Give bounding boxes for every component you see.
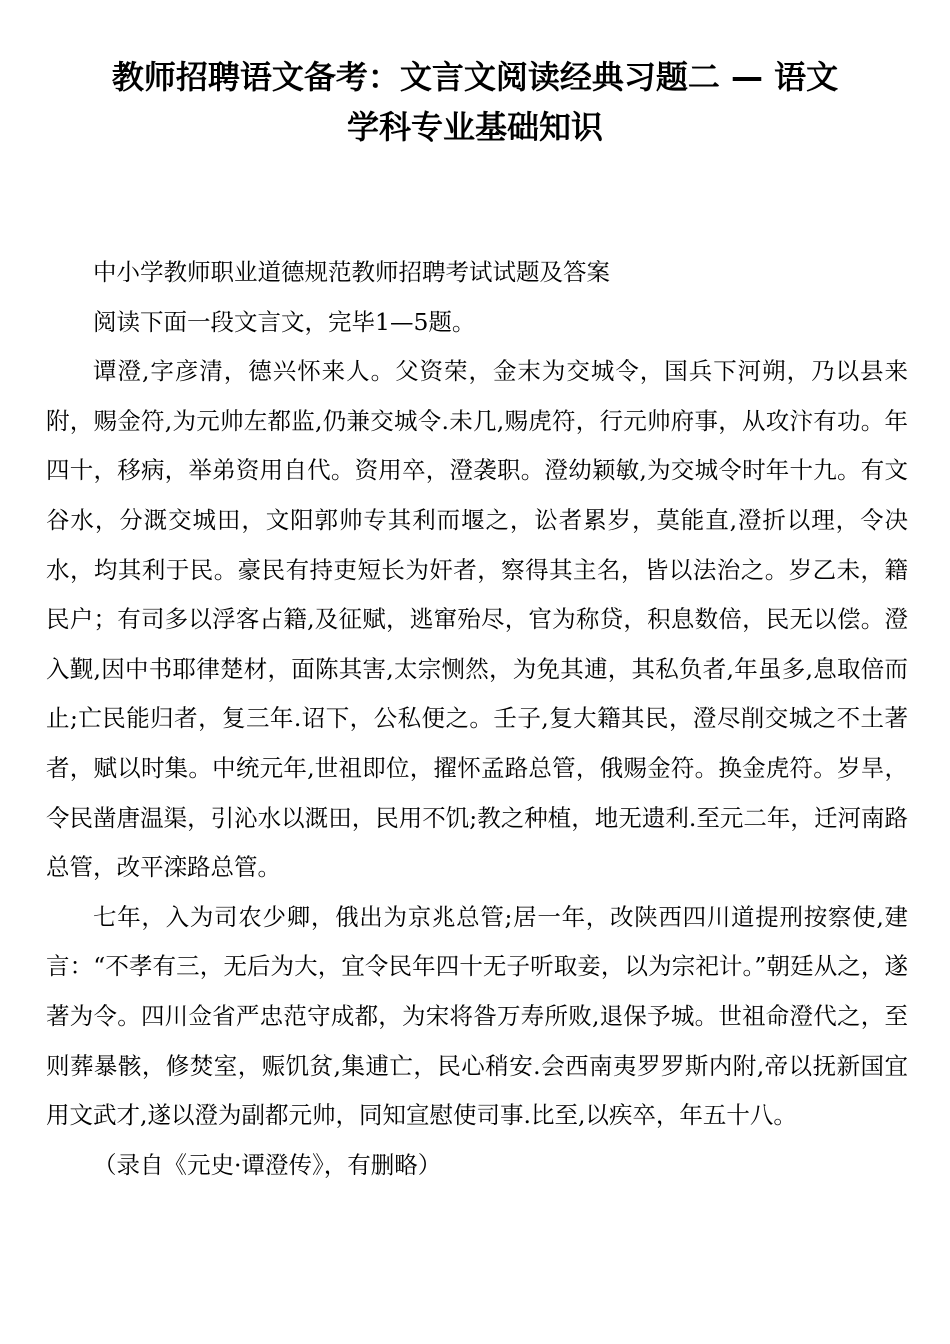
reading-instruction: 阅读下面一段文言文，完毕1—5题。 xyxy=(93,307,476,336)
page-title-line-1: 教师招聘语文备考：文言文阅读经典习题二 — 语文 xyxy=(111,58,839,96)
classical-text-paragraph-2: 七年，入为司农少卿，俄出为京兆总管;居一年，改陕西四川道提刑按察使,建言：“不孝有三，无后为大，宜令民年四十无子听取妾，以为宗祀计。”朝廷从之，遂著为令。四川佥省严忠范守成都，为宋将昝万寿所败,退保予城。世祖命澄代之，至则葬暴骸，修焚室，赈饥贫,集逋亡，民心稍安.会西南夷罗罗斯内附,帝以抚新国宜用文武才,遂以澄为副都元帅，同知宣慰使司事.比至,以疾卒，年五十八。 xyxy=(46,902,908,1130)
classical-text-paragraph-1: 谭澄,字彦清，德兴怀来人。父资荣，金末为交城令，国兵下河朔，乃以县来附，赐金符,为元帅左都监,仍兼交城令.未几,赐虎符，行元帅府事，从攻汴有功。年四十，移病，举弟资用自代。资用卒，澄袭职。澄幼颖敏,为交城令时年十九。有文谷水，分溉交城田，文阳郭帅专其利而堰之，讼者累岁，莫能直,澄折以理，令决水，均其利于民。豪民有持吏短长为奸者，察得其主名，皆以法治之。岁乙未，籍民户；有司多以浮客占籍,及征赋，逃窜殆尽，官为称贷，积息数倍，民无以偿。澄入觐,因中书耶律楚材，面陈其害,太宗恻然，为免其逋，其私负者,年虽多,息取倍而止;亡民能归者，复三年.诏下，公私便之。壬子,复大籍其民，澄尽削交城之不土著者，赋以时集。中统元年,世祖即位，擢怀孟路总管，俄赐金符。换金虎符。岁旱，令民凿唐温渠，引沁水以溉田，民用不饥;教之种植，地无遗利.至元二年，迁河南路总管，改平滦路总管。 xyxy=(46,357,908,882)
document-body xyxy=(46,248,908,1190)
subtitle: 中小学教师职业道德规范教师招聘考试试题及答案 xyxy=(93,258,610,286)
page-title-line-2: 学科专业基础知识 xyxy=(346,108,603,146)
source-note: （录自《元史·谭澄传》，有删略） xyxy=(93,1150,442,1179)
page-title xyxy=(40,52,910,152)
